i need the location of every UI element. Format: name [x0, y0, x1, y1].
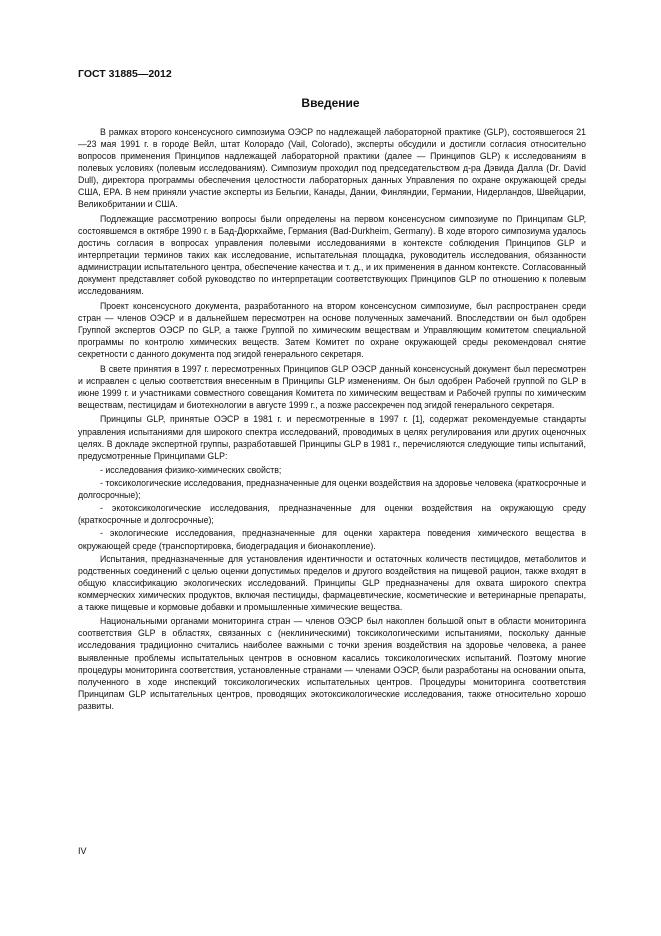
list-item: - исследования физико-химических свойств; [100, 465, 282, 476]
paragraph: Подлежащие рассмотрению вопросы были определены на первом консенсусном симпозиуме по Принципам GLP, состоявшемся в октябре 1990 г. в Бад-Дюркхайме, Германия (Bad-Durkheim, Germany). В ходе второго симпозиума удалось достичь согласия в вопросах управления полевыми исследованиями в контексте соблюдения Принципов GLP и интерпретации терминов таких как исследование, испытательная площадка, руководитель исследования, обязанности администрации испытательного центра, обеспечение качества и т. д., и их применения в данном контексте. Согласованный документ представляет собой руководство по интерпретации соответствующих Принципов GLP по отношению к полевым исследованиям. [78, 213, 586, 297]
paragraph: Испытания, предназначенные для установления идентичности и остаточных количеств пестицидов, метаболитов и родственных соединений с целью оценки допустимых пределов и другого воздействия на пищевой рацион, также входят в общую классификацию экологических исследований. Принципы GLP предназначены для охвата широкого спектра коммерческих химических продуктов, включая пестициды, фармацевтические, косметические и ветеринарные препараты, а также пищевые и кормовые добавки и промышленные химические вещества. [78, 553, 586, 612]
paragraph: Национальными органами мониторинга стран — членов ОЭСР был накоплен большой опыт в области мониторинга соответствия GLP в областях, связанных с (неклиническими) токсикологическими испытаниями, поскольку данные исследования традиционно считались наиболее важными с точки зрения воздействия на здоровье человека, а ранее выявленные проблемы испытательных центров в основном касались токсикологических испытаний. Поэтому многие процедуры мониторинга соответствия, установленные странами — членами ОЭСР, были разработаны на основании опыта, полученного в ходе инспекций токсикологических испытательных центров. Процедуры мониторинга соответствия Принципам GLP испытательных центров, проводящих экотоксикологические исследования, также относительно хорошо развиты. [78, 616, 586, 711]
list-item: - экотоксикологические исследования, предназначенные для оценки воздействия на окружающую среду (краткосрочные и долгосрочные); [78, 503, 586, 526]
paragraph: В рамках второго консенсусного симпозиума ОЭСР по надлежащей лабораторной практике (GLP), состоявшегося 21—23 мая 1991 г. в городе Вейл, штат Колорадо (Vail, Colorado), эксперты обсудили и достигли согласия относительно вопросов применения Принципов надлежащей лабораторной практики (далее — Принципов GLP) к исследованиям в полевых условиях (полевым исследованиям). Симпозиум проходил под председательством д-ра Дэвида Далла (Dr. David Dull), директора программы обеспечения целостности лабораторных данных Управления по охране окружающей среды США, ЕРА. В нем приняли участие эксперты из Бельгии, Канады, Дании, Финляндии, Германии, Нидерландов, Швейцарии, Великобритании и США. [78, 127, 586, 210]
list-item: - токсикологические исследования, предназначенные для оценки воздействия на здоровье человека (краткосрочные и долгосрочные); [78, 478, 586, 501]
paragraph: В свете принятия в 1997 г. пересмотренных Принципов GLP ОЭСР данный консенсусный документ был пересмотрен и исправлен с целью соответствия внесенным в Принципы GLP изменениям. Он был одобрен Рабочей группой по GLP в июне 1999 г. и участниками совместного совещания Комитета по химическим веществам и Рабочей группы по химическим веществам, пестицидам и биотехнологии в августе 1999 г., а позже рассекречен под эгидой генерального секретаря. [78, 363, 586, 410]
page-number: IV [78, 846, 87, 856]
list-item: - экологические исследования, предназначенные для оценки характера поведения химического вещества в окружающей среде (транспортировка, биодеградация и бионакопление). [78, 528, 586, 551]
paragraph: Проект консенсусного документа, разработанного на втором консенсусном симпозиуме, был распространен среди стран — членов ОЭСР и в дальнейшем пересмотрен на основе полученных замечаний. Впоследствии он был одобрен Группой экспертов ОЭСР по GLP, а также Группой по химическим веществам и Управляющим комитетом специальной программы по контролю химических веществ. Затем Комитет по охране окружающей среды рекомендовал снятие секретности с данного документа под эгидой генерального секретаря. [78, 300, 586, 360]
standard-header: ГОСТ 31885—2012 [78, 68, 172, 80]
section-title: Введение [301, 96, 360, 110]
body-text [78, 126, 586, 714]
paragraph: Принципы GLP, принятые ОЭСР в 1981 г. и пересмотренные в 1997 г. [1], содержат рекомендуемые стандарты управления испытаниями для широкого спектра исследований, проводимых в целях регулирования или других оценочных целях. В докладе экспертной группы, разработавшей Принципы GLP в 1981 г., перечисляются следующие типы испытаний, предусмотренные Принципами GLP: [78, 414, 586, 461]
